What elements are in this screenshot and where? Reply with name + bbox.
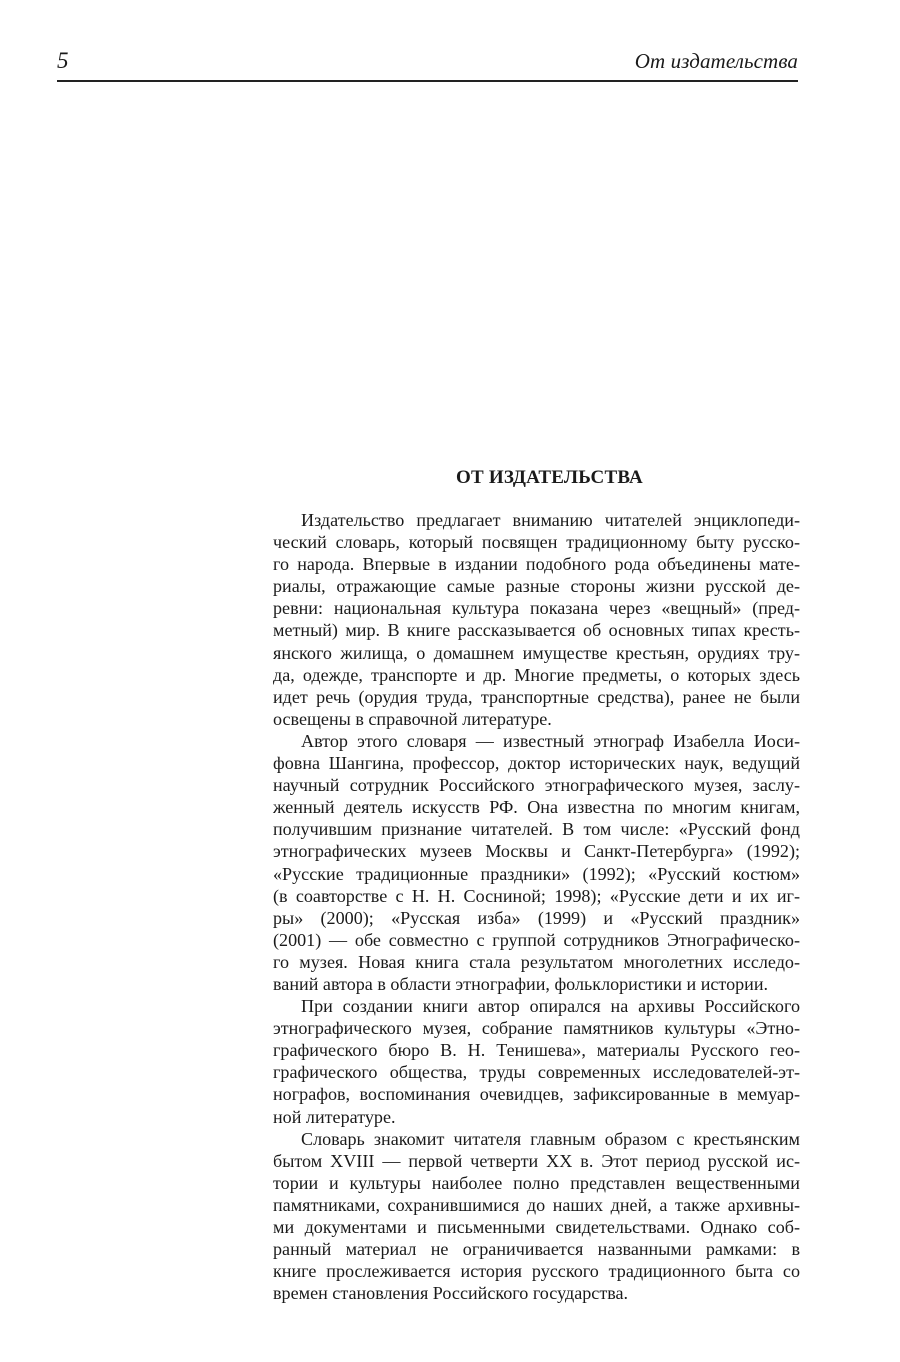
text-line: Автор этого словаря — известный этнограф Изабелла Иоси- [301,730,800,751]
text-line: ранный материал не ограничивается названными рамками: в [273,1239,800,1260]
text-line: (в соавторстве с Н. Н. Сосниной; 1998); «Русские дети и их иг- [273,885,800,906]
page-number: 5 [57,48,69,73]
paragraph [273,995,800,1128]
text-line: ной литературе. [273,1106,396,1127]
text-line: научный сотрудник Российского этнографического музея, заслу- [273,775,800,796]
text-line: бытом XVIII — первой четверти XX в. Этот период русской ис- [273,1150,800,1171]
text-line: ваний автора в области этнографии, фольклористики и истории. [273,973,769,994]
text-line: этнографического музея, собрание памятников культуры «Этно- [273,1018,800,1039]
text-line: ми документами и письменными свидетельствами. Однако соб- [273,1217,800,1237]
text-line: ры» (2000); «Русская изба» (1999) и «Русский праздник» [273,907,800,928]
section-title: ОТ ИЗДАТЕЛЬСТВА [456,467,643,488]
text-line: идет речь (орудия труда, транспортные средства), ранее не были [273,686,800,707]
paragraph [273,509,800,730]
text-line: янского жилища, о домашнем имуществе крестьян, орудиях тру- [273,642,800,663]
text-line: да, одежде, транспорте и др. Многие предметы, о которых здесь [273,664,800,685]
text-line: «Русские традиционные праздники» (1992); «Русский костюм» [273,863,800,884]
text-line: ческий словарь, который посвящен традиционному быту русско- [273,532,800,553]
text-line: При создании книги автор опирался на архивы Российского [301,996,800,1017]
paragraph [273,1128,800,1305]
text-line: графического бюро В. Н. Тенишева», материалы Русского гео- [273,1040,800,1061]
text-line: времен становления Российского государства. [273,1283,629,1304]
running-head [57,44,798,74]
text-line: фовна Шангина, профессор, доктор исторических наук, ведущий [273,753,800,774]
text-line: графического общества, труды современных исследователей-эт- [273,1062,800,1083]
text-line: риалы, отражающие самые разные стороны жизни русской де- [273,576,800,597]
text-line: этнографических музеев Москвы и Санкт-Петербурга» (1992); [273,841,800,862]
body-text [273,509,800,1304]
text-line: освещены в справочной литературе. [273,708,552,729]
header-rule [57,80,798,82]
text-line: Издательство предлагает вниманию читателей энциклопеди- [301,510,800,530]
text-line: Словарь знакомит читателя главным образом с крестьянским [301,1128,800,1149]
text-line: нографов, воспоминания очевидцев, зафиксированные в мемуар- [273,1084,800,1105]
text-line: женный деятель искусств РФ. Она известна по многим книгам, [273,797,800,818]
text-line: тории и культуры наиболее полно представлен вещественными [273,1172,800,1193]
text-line: памятниками, сохранившимися до наших дней, а также архивны- [273,1194,800,1215]
paragraph [273,730,800,995]
running-title: От издательства [634,49,798,73]
text-line: го народа. Впервые в издании подобного рода объединены мате- [273,554,800,575]
text-line: ревни: национальная культура показана через «вещный» (пред- [273,598,800,619]
text-line: (2001) — обе совместно с группой сотрудников Этнографическо- [273,929,800,950]
text-line: го музея. Новая книга стала результатом многолетних исследо- [273,951,800,972]
text-line: метный) мир. В книге рассказывается об основных типах кресть- [273,620,800,641]
publisher-foreword [273,466,800,1304]
text-line: книге прослеживается история русского традиционного быта со [273,1261,800,1282]
text-line: получившим признание читателей. В том числе: «Русский фонд [273,819,800,840]
